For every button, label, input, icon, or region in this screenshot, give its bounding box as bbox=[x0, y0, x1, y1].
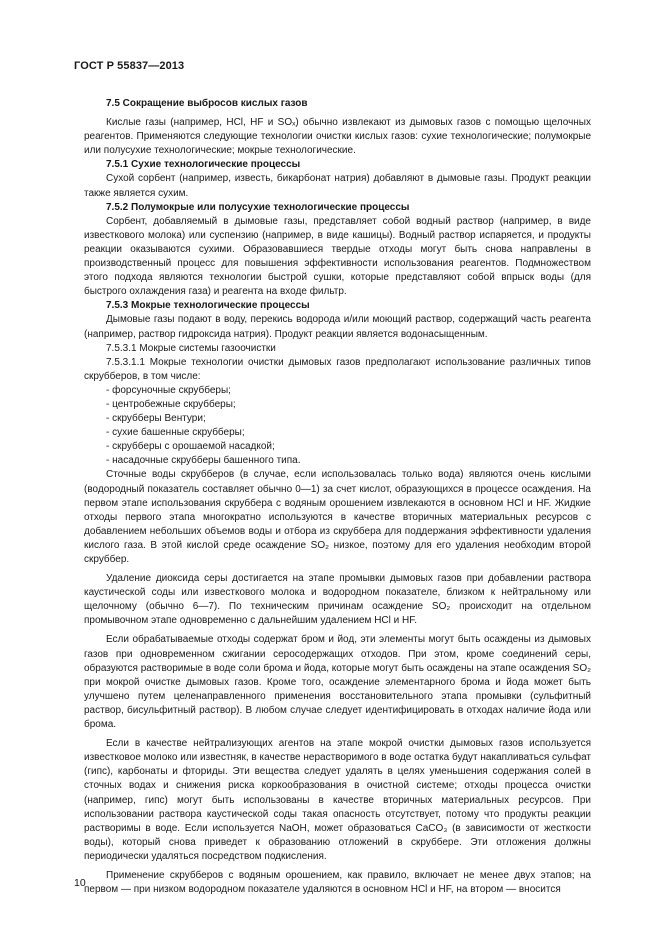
subsection-heading: 7.5.3.1 Мокрые системы газоочистки bbox=[106, 342, 276, 354]
section-heading: 7.5.1 Сухие технологические процессы bbox=[106, 159, 301, 171]
paragraph: Сухой сорбент (например, известь, бикарбонат натрия) добавляют в дымовые газы. Продукт реакции также является сухим. bbox=[84, 173, 591, 199]
page-number: 10 bbox=[74, 877, 86, 889]
paragraph: Кислые газы (например, HCl, HF и SOₓ) обычно извлекают из дымовых газов с помощью щелочных реагентов. Применяются следующие технологии очистки кислых газов: сухие технологические; полумокрые или полусухие технологические; мокрые технологические. bbox=[84, 117, 591, 157]
list-item: - насадочные скрубберы башенного типа. bbox=[84, 454, 591, 468]
paragraph: Если в качестве нейтрализующих агентов на этапе мокрой очистки дымовых газов используется известковое молоко или известняк, в качестве нерастворимого в воде остатка будут накапливаться сульфат (гипс), карбонаты и фториды. Эти вещества следует удалять в целях уменьшения содержания солей в сточных водах и снижения риска коркообразования в очистной системе; отходы процесса очистки (например, гипс) могут быть использованы в качестве вторичных материальных ресурсов. При использовании раствора каустической соды такая опасность отсутствует, потому что продукты реакции растворимы в воде. Если используется NaOH, может образоваться CaCO₃ (в зависимости от жесткости воды), который снова приведет к образованию отложений в скруббере. Эти отложения должны периодически удаляться посредством подкисления. bbox=[84, 738, 591, 862]
document-body bbox=[84, 92, 591, 897]
paragraph: Удаление диоксида серы достигается на этапе промывки дымовых газов при добавлении раствора каустической соды или известкового молока и водородном показателе, близком к нейтральному или щелочному (обычно 6—7). По техническим причинам осаждение SO₂ происходит на отдельном промывочном этапе одновременно с дальнейшим удалением HCl и HF. bbox=[84, 573, 591, 627]
paragraph: Применение скрубберов с водяным орошением, как правило, включает не менее двух этапов; на первом — при низком водородном показателе удаляются в основном HCl и HF, на втором — вносится bbox=[84, 869, 591, 896]
list-item: - скрубберы Вентури; bbox=[84, 412, 591, 426]
list-item: - сухие башенные скрубберы; bbox=[84, 426, 591, 440]
section-heading: 7.5.3 Мокрые технологические процессы bbox=[106, 300, 310, 312]
list-item: - центробежные скрубберы; bbox=[84, 398, 591, 412]
paragraph: 7.5.3.1.1 Мокрые технологии очистки дымовых газов предполагают использование различных типов скрубберов, в том числе: bbox=[84, 356, 591, 382]
scrubber-list bbox=[84, 384, 591, 469]
section-heading: 7.5.2 Полумокрые или полусухие технологические процессы bbox=[106, 201, 410, 213]
section-heading: 7.5 Сокращение выбросов кислых газов bbox=[106, 98, 308, 109]
paragraph: Сточные воды скрубберов (в случае, если использовалась только вода) являются очень кислыми (водородный показатель составляет обычно 0—1) за счет кислот, образующихся в процессе осаждения. На первом этапе использования скруббера с водяным орошением извлекаются в основном HCl и HF. Жидкие отходы первого этапа многократно используются в качестве вторичных материальных ресурсов с добавлением небольших объемов воды и отбора из скруббера для поддержания эффективности удаления кислого газа. В этой кислой среде осаждение SO₂ низкое, поэтому для его удаления необходим второй скруббер. bbox=[84, 469, 591, 565]
paragraph: Дымовые газы подают в воду, перекись водорода и/или моющий раствор, содержащий часть реагента (например, раствор гидроксида натрия). Продукт реакции является водонасыщенным. bbox=[84, 314, 591, 340]
document-header: ГОСТ Р 55837—2013 bbox=[74, 60, 185, 72]
paragraph: Если обрабатываемые отходы содержат бром и йод, эти элементы могут быть осаждены из дымовых газов при одновременном сжигании серосодержащих отходов. При этом, кроме соединений серы, образуются растворимые в воде соли брома и йода, которые могут быть осаждены на этапе осаждения SO₂ при мокрой очистке дымовых газов. Кроме того, осаждение элементарного брома и йода может быть улучшено путем целенаправленного применения восстановительного этапа промывки (сульфитный раствор, бисульфитный раствор). В любом случае следует идентифицировать в отходах наличие йода или брома. bbox=[84, 634, 591, 731]
paragraph: Сорбент, добавляемый в дымовые газы, представляет собой водный раствор (например, в виде известкового молока) или суспензию (например, в виде кашицы). Водный раствор испаряется, и продукты реакции оказываются сухими. Образовавшиеся твердые отходы могут быть снова направлены в производственный процесс для повышения эффективности использования реагентов. Подмножеством этого подхода являются технологии быстрой сушки, которые представляют собой впрыск воды (для быстрого охлаждения газа) и реагента на входе фильтр. bbox=[84, 215, 591, 298]
list-item: - скрубберы с орошаемой насадкой; bbox=[84, 440, 591, 454]
list-item: - форсуночные скрубберы; bbox=[84, 384, 591, 398]
